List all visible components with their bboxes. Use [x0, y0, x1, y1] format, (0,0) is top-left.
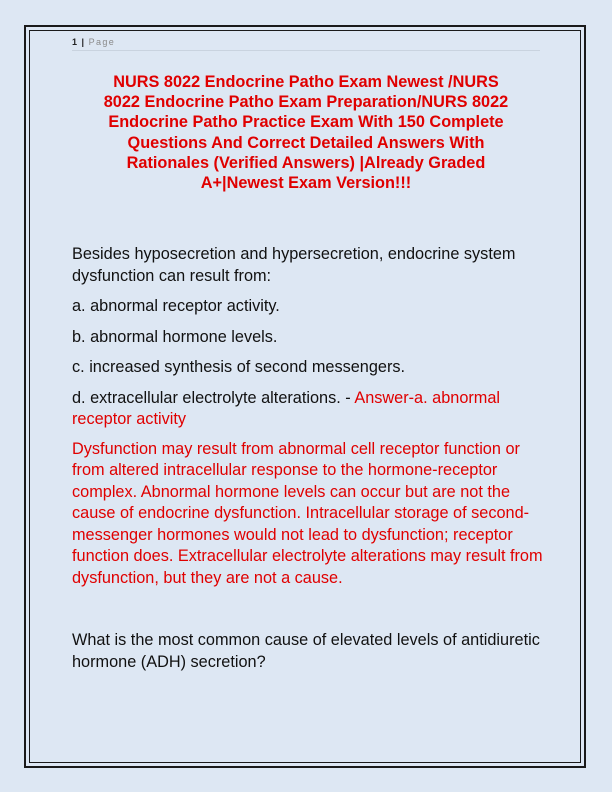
- title-line: Questions And Correct Detailed Answers With: [127, 133, 485, 152]
- document-title: [72, 72, 540, 193]
- title-line: 8022 Endocrine Patho Exam Preparation/NURS 8022: [103, 93, 509, 112]
- title-line: Endocrine Patho Practice Exam With 150 Complete: [108, 113, 504, 132]
- question-stem: What is the most common cause of elevated levels of antidiuretic hormone (ADH) secretion?: [72, 631, 540, 671]
- page-header: [72, 36, 540, 51]
- correct-answer: Answer-a. abnormal receptor activity: [72, 388, 501, 428]
- answer-option-c: c. increased synthesis of second messengers.: [72, 358, 406, 376]
- title-line: A+|Newest Exam Version!!!: [200, 174, 412, 193]
- answer-option-a: a. abnormal receptor activity.: [72, 297, 280, 315]
- page-number: 1: [72, 37, 78, 47]
- answer-rationale: Dysfunction may result from abnormal cell receptor function or from altered intracellular response to the hormone-receptor complex. Abnormal hormone levels can occur but are not the cause of endocrine dysfunction. Intracellular storage of second-messenger hormones would not lead to dysfunction; receptor function does. Extracellular electrolyte alterations may result from dysfunction, but they are not a cause.: [72, 439, 543, 587]
- answer-option-d: d. extracellular electrolyte alterations. -: [72, 388, 355, 407]
- answer-option-b: b. abnormal hormone levels.: [72, 327, 278, 346]
- answer-option-d-with-answer: [72, 388, 547, 431]
- question-stem: Besides hyposecretion and hypersecretion, endocrine system dysfunction can result from:: [72, 245, 516, 285]
- page-separator: |: [81, 37, 85, 47]
- document-body: [72, 244, 547, 673]
- title-line: NURS 8022 Endocrine Patho Exam Newest /NURS: [113, 73, 499, 91]
- page-label: Page: [88, 37, 116, 47]
- title-line: Rationales (Verified Answers) |Already Graded: [126, 153, 486, 172]
